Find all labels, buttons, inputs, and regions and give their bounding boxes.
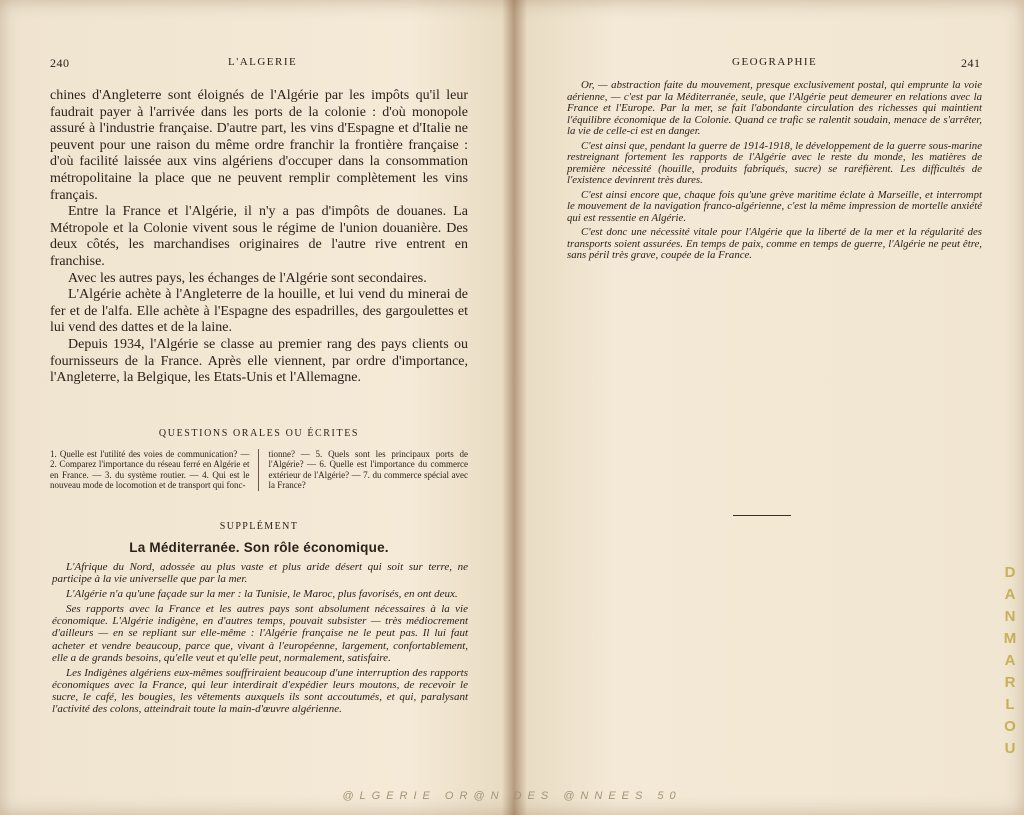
questions-column-1: 1. Quelle est l'utilité des voies de communication? — 2. Comparez l'importance du réseau ferré en Algérie et en France. — 3. du système routier. — 4. Qui est le nouveau mode de locomotion et de transport qui fonc- — [50, 449, 259, 491]
watermark-letter: N — [1004, 608, 1016, 625]
watermark-letter: D — [1004, 564, 1016, 581]
bottom-watermark: @LGERIE OR@N DES @NNEES 50 — [342, 790, 682, 802]
italic-paragraph: Les Indigènes algériens eux-mêmes souffriraient beaucoup d'une interruption des rapports économiques avec la France, qui leur interdirait d'expédier leurs moutons, de recevoir le sucre, le café, les bougies, les vêtements auxquels ils sont accoutumés, et qui, paralysant l'activité des colons, atteindrait toute la main-d'œuvre algérienne. — [52, 666, 468, 716]
questions-heading: QUESTIONS ORALES OU ÉCRITES — [158, 428, 360, 439]
italic-paragraph: L'Afrique du Nord, adossée au plus vaste et plus aride désert qui soit sur terre, ne participe à la vie universelle que par la mer. — [52, 561, 468, 586]
watermark-letter: L — [1005, 696, 1015, 713]
watermark-letter: M — [1003, 630, 1017, 647]
supplement-text-continued — [567, 80, 982, 265]
supplement-text — [52, 561, 468, 718]
end-rule — [733, 515, 791, 516]
paragraph: Avec les autres pays, les échanges de l'Algérie sont secondaires. — [68, 270, 427, 286]
watermark-letter: A — [1004, 652, 1016, 669]
italic-paragraph: C'est donc une nécessité vitale pour l'Algérie que la liberté de la mer et la régularité des transports soient assurées. En temps de paix, comme en temps de guerre, l'Algérie ne peut être, sans péril très grave, coupée de la France. — [567, 226, 982, 261]
watermark-letter: O — [1004, 718, 1016, 735]
section-title: La Méditerranée. Son rôle économique. — [129, 540, 389, 555]
watermark-letter: A — [1004, 586, 1016, 603]
supplement-label: SUPPLÉMENT — [219, 521, 299, 532]
page-number: 240 — [50, 56, 70, 70]
running-head: GEOGRAPHIE — [732, 56, 818, 68]
running-head: L'ALGERIE — [228, 56, 298, 68]
italic-paragraph: C'est ainsi que, pendant la guerre de 1914-1918, le développement de la guerre sous-marine restreignant fortement les rapports de l'Algérie avec le reste du monde, les matières de première nécessité (houille, produits fabriqués, sucre) se raréfièrent. Les difficultés de l'existence devinrent très dures. — [567, 139, 982, 186]
paragraph: Entre la France et l'Algérie, il n'y a pas d'impôts de douanes. La Métropole et la Colonie vivent sous le régime de l'union douanière. Des deux côtés, les marchandises originaires de l'autre rive entrent en franchise. — [50, 204, 468, 269]
italic-paragraph: Or, — abstraction faite du mouvement, presque exclusivement postal, qui emprunte la voie aérienne, — c'est par la Méditerranée, seule, que l'Algérie peut demeurer en relations avec la France et l'Europe. Par la mer, se fait l'abondante circulation des richesses qui maintient l'équilibre économique de la Colonie. Quand ce trafic se ralentit soudain, menace de s'arrêter, la vie de celle-ci est en danger. — [567, 79, 982, 137]
italic-paragraph: L'Algérie n'a qu'une façade sur la mer : la Tunisie, le Maroc, plus favorisés, en ont deux. — [66, 588, 458, 601]
paragraph: Depuis 1934, l'Algérie se classe au premier rang des pays clients ou fournisseurs de la France. Après elle viennent, par ordre d'importance, l'Angleterre, la Belgique, les Etats-Unis et l'Allemagne. — [50, 336, 468, 386]
paragraph: chines d'Angleterre sont éloignés de l'Algérie par les impôts qu'il leur faudrait payer à l'arrivée dans les ports de la colonie : d'où monopole assuré à l'industrie française. D'autre part, les vins d'Espagne et d'Italie ne peuvent pour une raison du même ordre franchir la frontière française : d'où facilité laissée aux vins algériens d'occuper dans la consommation métropolitaine la place que ne peuvent remplir complètement les vins français. — [50, 88, 468, 203]
main-text — [50, 88, 468, 387]
questions-column-2: tionne? — 5. Quels sont les principaux ports de l'Algérie? — 6. Quelle est l'importance du commerce extérieur de l'Algérie? — 7. du commerce spécial avec la France? — [268, 449, 468, 491]
questions-block — [50, 449, 468, 491]
paragraph: L'Algérie achète à l'Angleterre de la houille, et lui vend du minerai de fer et de l'alfa. Elle achète à l'Espagne des espadrilles, des gargoulettes et lui vend des dattes et de la laine. — [50, 287, 468, 336]
watermark-letter: U — [1004, 740, 1016, 757]
watermark-letter: R — [1004, 674, 1016, 691]
vertical-watermark — [1000, 562, 1020, 760]
italic-paragraph: Ses rapports avec la France et les autres pays sont absolument nécessaires à la vie économique. L'Algérie indigène, en d'autres temps, pouvait subsister — très médiocrement d'ailleurs — en se repliant sur elle-même : l'Algérie française ne le peut pas. Il lui faut acheter et vendre beaucoup, parce que, vivant à l'européenne, largement, confortablement, elle a de grands besoins, qu'elle veut et qu'elle peut, normalement, satisfaire. — [52, 603, 468, 664]
page-number: 241 — [961, 56, 981, 70]
italic-paragraph: C'est ainsi encore que, chaque fois qu'une grève maritime éclate à Marseille, et interrompt le mouvement de la navigation franco-algérienne, c'est la même impression de mortelle anxiété qui est ressentie en Algérie. — [567, 188, 982, 224]
